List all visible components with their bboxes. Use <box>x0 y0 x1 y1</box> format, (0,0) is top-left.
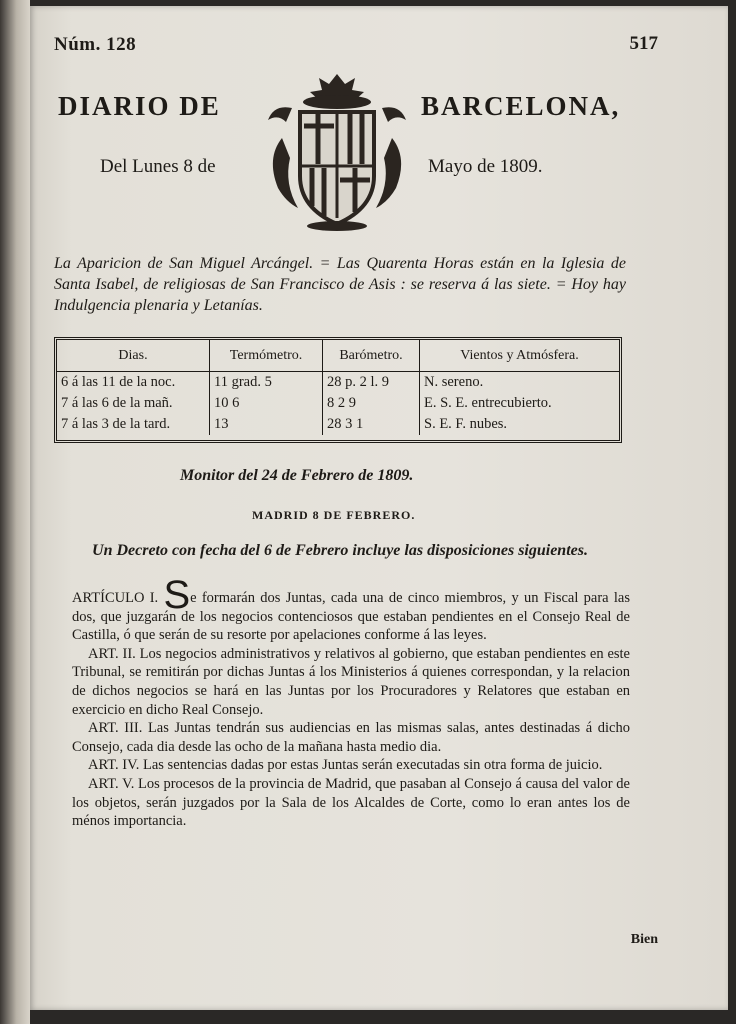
article-text: Las sentencias dadas por estas Juntas serán executadas sin otra forma de juicio. <box>142 757 603 774</box>
weather-thermo: 11 grad. 5 <box>210 372 323 394</box>
issue-number: Núm. 128 <box>54 34 137 55</box>
article-3 <box>72 719 630 756</box>
weather-header-thermometer: Termómetro. <box>210 340 323 372</box>
weather-baro: 8 2 9 <box>323 393 420 414</box>
weather-header-barometer: Barómetro. <box>323 340 420 372</box>
table-row <box>57 414 619 435</box>
weather-baro: 28 p. 2 l. 9 <box>323 372 420 394</box>
weather-time: 7 á las 6 de la mañ. <box>57 393 210 414</box>
weather-header-wind: Vientos y Atmósfera. <box>420 340 620 372</box>
issue-date-left: Del Lunes 8 de <box>100 156 216 177</box>
issue-date-right: Mayo de 1809. <box>428 156 543 177</box>
article-label: ARTÍCULO I. <box>72 590 159 606</box>
catchword: Bien <box>630 932 658 947</box>
decree-intro: Un Decreto con fecha del 6 de Febrero incluye las disposiciones siguientes. <box>92 542 588 559</box>
dateline: MADRID 8 DE FEBRERO. <box>252 508 416 522</box>
article-label: ART. V. <box>88 775 135 792</box>
decree-articles <box>72 573 630 831</box>
weather-thermo: 13 <box>210 414 323 435</box>
weather-table <box>54 337 622 443</box>
masthead-left: DIARIO DE <box>58 91 221 121</box>
article-label: ART. IV. <box>88 757 140 774</box>
table-row <box>57 372 619 394</box>
masthead-right: BARCELONA, <box>421 91 621 121</box>
article-2 <box>72 645 630 719</box>
weather-baro: 28 3 1 <box>323 414 420 435</box>
monitor-heading: Monitor del 24 de Febrero de 1809. <box>180 467 414 484</box>
religious-notice: La Aparicion de San Miguel Arcángel. = Las Quarenta Horas están en la Iglesia de Santa Isabel, de religiosas de San Francisco de Asis : se reserva á las siete. = Hoy hay Indulgencia plenaria y Letanías. <box>54 255 626 314</box>
weather-wind: S. E. F. nubes. <box>424 416 508 432</box>
article-4 <box>72 756 630 775</box>
article-text: Las Juntas tendrán sus audiencias en las mismas salas, antes destinadas á dicho Consejo, cada dia desde las ocho de la mañana hasta medio dia. <box>72 720 630 755</box>
page-number: 517 <box>629 33 658 54</box>
article-5 <box>72 775 630 831</box>
weather-time: 7 á las 3 de la tard. <box>57 414 210 435</box>
barcelona-coat-of-arms <box>262 68 412 234</box>
article-text: Los procesos de la provincia de Madrid, que pasaban al Consejo á causa del valor de los objetos, serán juzgados por la Sala de los Alcaldes de Corte, como lo eran antes los de ménos importancia. <box>72 775 630 830</box>
weather-time: 6 á las 11 de la noc. <box>57 372 210 394</box>
weather-header-days: Dias. <box>57 340 210 372</box>
weather-wind: E. S. E. entrecubierto. <box>424 395 552 411</box>
weather-wind: N. sereno. <box>424 374 484 390</box>
table-row <box>57 393 619 414</box>
drop-cap: S <box>163 573 191 617</box>
article-text: Los negocios administrativos y relativos al gobierno, que estaban pendientes en este Tribunal, se remitirán por dichas Juntas á los Ministerios á quienes correspondan, y la relacion de dichos negocios se hará en las Juntas por los Procuradores y Relatores que estaban en exercicio en dicho Real Consejo. <box>72 645 630 718</box>
article-1 <box>72 573 630 645</box>
weather-thermo: 10 6 <box>210 393 323 414</box>
article-label: ART. III. <box>88 720 143 737</box>
article-label: ART. II. <box>88 645 136 662</box>
article-text: e formarán dos Juntas, cada una de cinco miembros, y un Fiscal para las dos, que juzgarán de los negocios contenciosos que estaban pendientes en el Consejo Real de Castilla, ó que serán de su resorte por apelaciones conforme á las leyes. <box>72 590 630 644</box>
book-spine <box>0 0 30 1024</box>
